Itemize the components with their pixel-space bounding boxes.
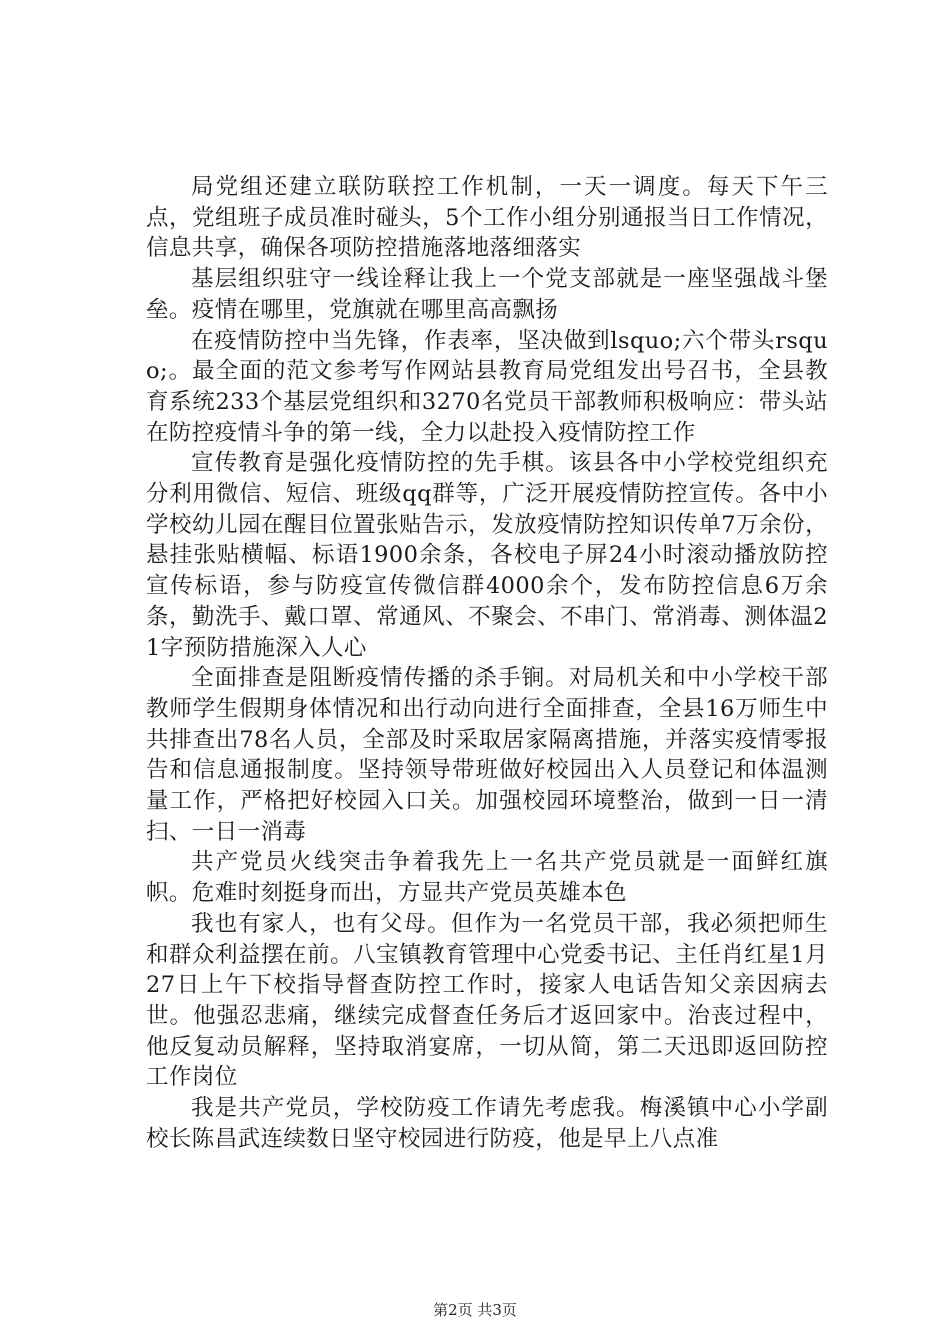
paragraph-4: 宣传教育是强化疫情防控的先手棋。该县各中小学校党组织充分利用微信、短信、班级qq群等，广泛开展疫情防控宣传。各中小学校幼儿园在醒目位置张贴告示，发放疫情防控知识传单7万余份，悬挂张贴横幅、标语1900余条，各校电子屏24小时滚动播放防控宣传标语，参与防疫宣传微信群4000余个，发布防控信息6万余条，勤洗手、戴口罩、常通风、不聚会、不串门、常消毒、测体温21字预防措施深入人心 (146, 450, 828, 661)
document-body (146, 172, 828, 1155)
paragraph-8: 我是共产党员，学校防疫工作请先考虑我。梅溪镇中心小学副校长陈昌武连续数日坚守校园进行防疫，他是早上八点准 (146, 1095, 828, 1152)
paragraph-2: 基层组织驻守一线诠释让我上一个党支部就是一座坚强战斗堡垒。疫情在哪里，党旗就在哪里高高飘扬 (146, 266, 828, 323)
paragraph-5: 全面排查是阻断疫情传播的杀手锏。对局机关和中小学校干部教师学生假期身体情况和出行动向进行全面排查，全县16万师生中共排查出78名人员，全部及时采取居家隔离措施，并落实疫情零报告和信息通报制度。坚持领导带班做好校园出入人员登记和体温测量工作，严格把好校园入口关。加强校园环境整治，做到一日一清扫、一日一消毒 (146, 665, 828, 845)
paragraph-6: 共产党员火线突击争着我先上一名共产党员就是一面鲜红旗帜。危难时刻挺身而出，方显共产党员英雄本色 (146, 849, 828, 907)
page-footer: 第2页 共3页 (433, 1301, 517, 1319)
paragraph-3: 在疫情防控中当先锋，作表率，坚决做到lsquo;六个带头rsquo;。最全面的范文参考写作网站县教育局党组发出号召书，全县教育系统233个基层党组织和3270名党员干部教师积极响应：带头站在防控疫情斗争的第一线，全力以赴投入疫情防控工作 (146, 327, 828, 446)
paragraph-1: 局党组还建立联防联控工作机制，一天一调度。每天下午三点，党组班子成员准时碰头，5个工作小组分别通报当日工作情况，信息共享，确保各项防控措施落地落细落实 (146, 174, 828, 262)
paragraph-7: 我也有家人，也有父母。但作为一名党员干部，我必须把师生和群众利益摆在前。八宝镇教育管理中心党委书记、主任肖红星1月27日上午下校指导督查防控工作时，接家人电话告知父亲因病去世。他强忍悲痛，继续完成督查任务后才返回家中。治丧过程中，他反复动员解释，坚持取消宴席，一切从简，第二天迅即返回防控工作岗位 (146, 910, 828, 1091)
